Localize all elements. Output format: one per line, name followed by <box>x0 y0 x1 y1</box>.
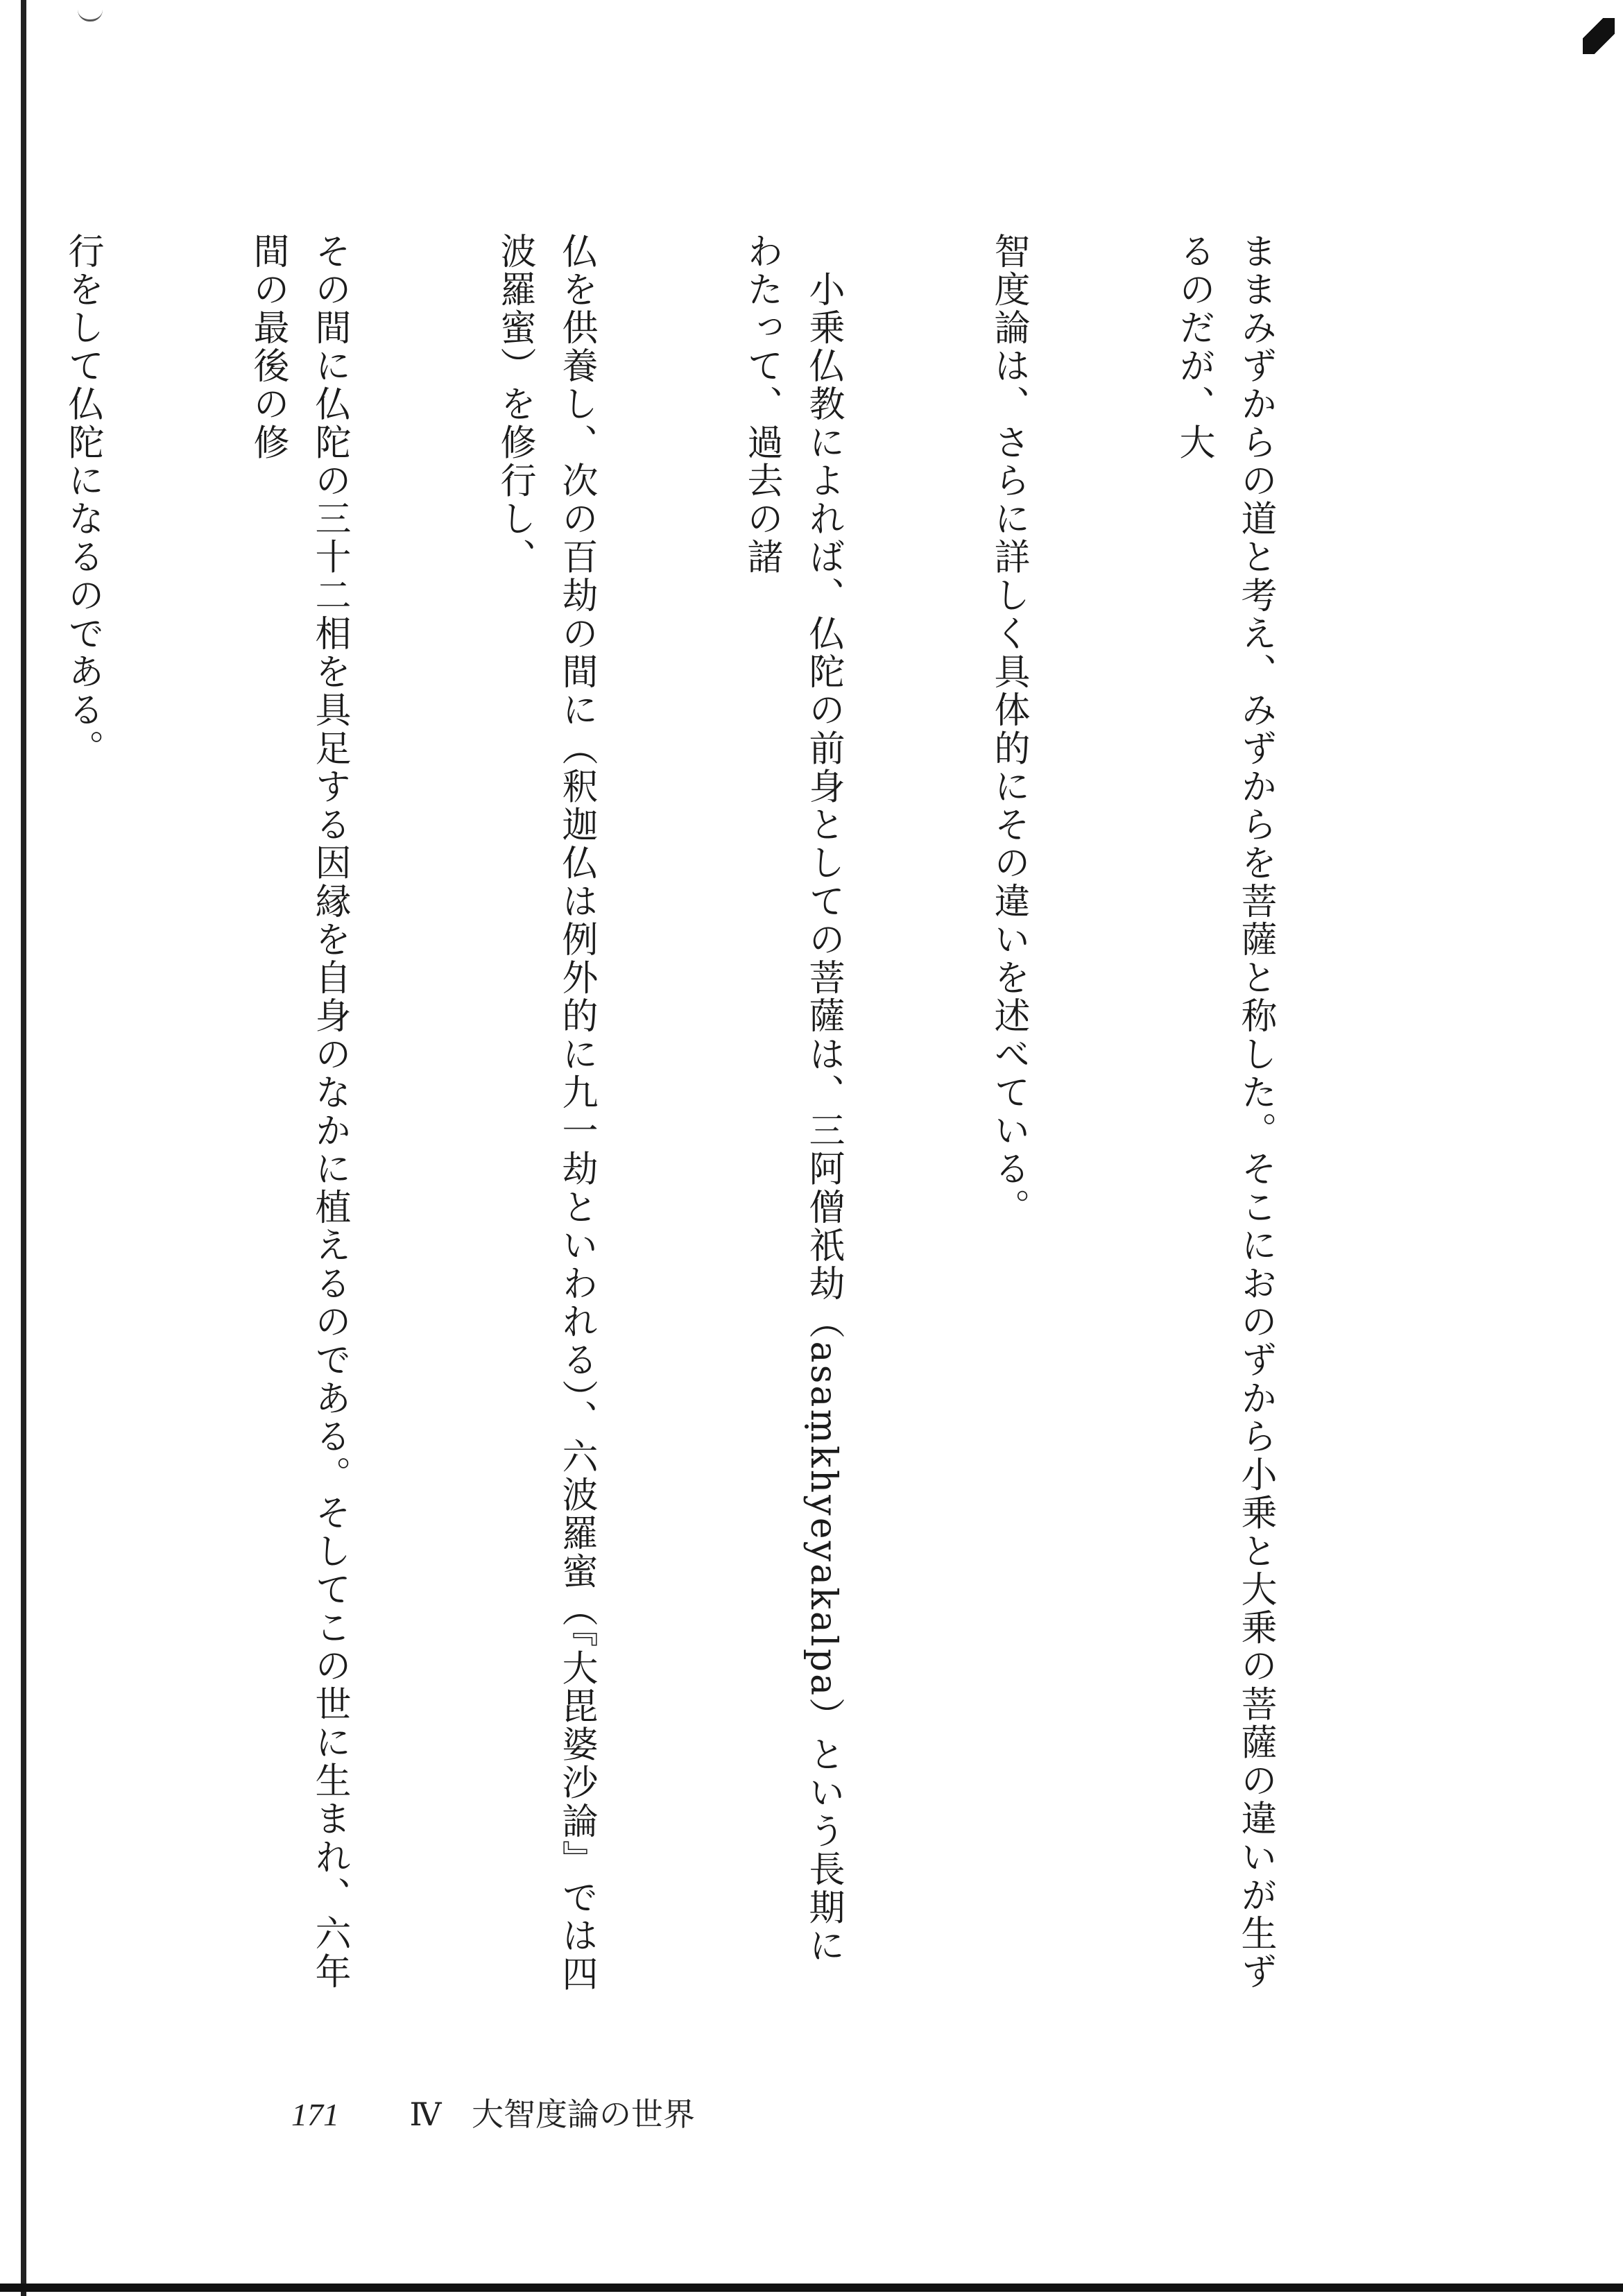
text-column-5: その間に仏陀の三十二相を具足する因縁を自身のなかに植えるのである。そしてこの世に生まれ、六年間の最後の修 <box>247 232 350 1991</box>
scan-mark <box>78 10 103 22</box>
text-column-2: 智度論は、さらに詳しく具体的にその違いを述べている。 <box>988 232 1029 1227</box>
text-column-1: ままみずからの道と考え、みずからを菩薩と称した。そこにおのずから小乗と大乗の菩薩の違いが生ずるのだが、大 <box>1173 232 1276 1991</box>
vertical-body-text <box>0 232 1409 1994</box>
page-number: 171 <box>291 2097 339 2132</box>
chapter-title: 大智度論の世界 <box>471 2097 695 2132</box>
text-column-3: 小乗仏教によれば、仏陀の前身としての菩薩は、三阿僧祇劫（asaṃkhyeyakalpa）という長期にわたって、過去の諸 <box>741 232 844 1966</box>
chapter-numeral: Ⅳ <box>409 2097 442 2132</box>
scan-corner-mark <box>1583 18 1615 54</box>
scan-edge-bottom <box>0 2284 1623 2292</box>
running-footer <box>291 2089 695 2135</box>
text-column-6: 行をして仏陀になるのである。 <box>62 232 103 768</box>
text-column-4: 仏を供養し、次の百劫の間に（釈迦仏は例外的に九一劫といわれる）、六波羅蜜（『大毘婆沙論』では四波羅蜜）を修行し、 <box>494 232 597 1994</box>
